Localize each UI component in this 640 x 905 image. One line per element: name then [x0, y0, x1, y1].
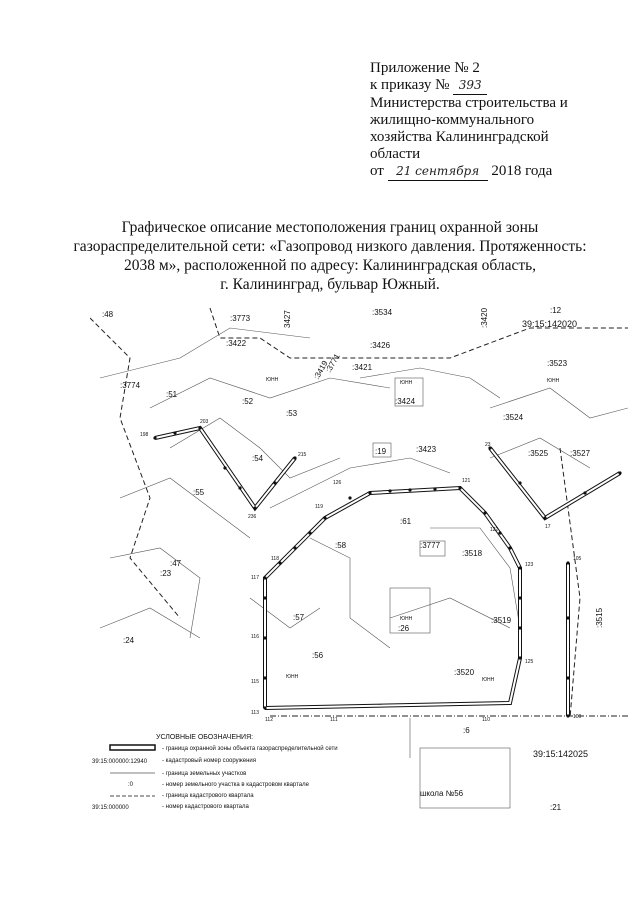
- gas-protection-zone: [155, 428, 620, 716]
- svg-text:126: 126: [333, 480, 342, 486]
- header-line-5: хозяйства Калининградской: [370, 129, 549, 145]
- svg-text:236: 236: [248, 514, 257, 520]
- parcel-label: :21: [550, 803, 562, 812]
- legend-item: - граница земельных участков: [162, 771, 247, 777]
- parcel-label: :58: [335, 541, 347, 550]
- svg-text:215: 215: [298, 452, 307, 458]
- parcel-label: :3515: [595, 607, 604, 628]
- parcel-label: :3420: [480, 307, 489, 328]
- legend-title: УСЛОВНЫЕ ОБОЗНАЧЕНИЯ:: [156, 734, 254, 741]
- block-label: ЮНН: [286, 674, 299, 680]
- svg-text:105: 105: [573, 556, 582, 562]
- header-date: [370, 163, 620, 181]
- parcel-label: :54: [252, 454, 264, 463]
- legend-item: - граница охранной зоны объекта газораспределительной сети: [162, 746, 338, 752]
- parcel-label: :12: [550, 306, 562, 315]
- parcel-label: :3523: [547, 359, 568, 368]
- quarter-code-bottom: 39:15:142025: [533, 749, 589, 759]
- svg-text:117: 117: [251, 575, 259, 581]
- parcel-label: :3773: [230, 314, 251, 323]
- order-header: [370, 60, 620, 181]
- title-line-2: газораспределительной сети: «Газопровод низкого давления. Протяженность:: [73, 238, 587, 255]
- header-line-4: жилищно-коммунального: [370, 112, 535, 128]
- title-line-3: 2038 м», расположенной по адресу: Калининградская область,: [123, 257, 537, 274]
- legend-sample: :0: [128, 782, 134, 788]
- parcel-label: :53: [286, 409, 298, 418]
- parcel-label: :61: [400, 517, 412, 526]
- parcel-label: :3527: [570, 449, 591, 458]
- parcel-label: :3777: [420, 541, 441, 550]
- parcel-label: :3534: [372, 308, 393, 317]
- parcel-label: :47: [170, 559, 182, 568]
- parcel-label: :3524: [503, 413, 524, 422]
- parcel-label: :23: [160, 569, 172, 578]
- block-label: ЮНН: [266, 377, 279, 383]
- svg-text:118: 118: [271, 556, 279, 562]
- block-label: ЮНН: [400, 380, 413, 386]
- legend-item: - номер земельного участка в кадастровом квартале: [162, 782, 309, 788]
- parcel-label: :3771: [323, 352, 342, 374]
- header-line-1: Приложение № 2: [370, 60, 480, 76]
- header-line-6: области: [370, 146, 421, 162]
- parcel-label: :3424: [395, 397, 416, 406]
- title-line-4: г. Калининград, бульвар Южный.: [220, 276, 440, 293]
- parcel-label: :3774: [120, 381, 141, 390]
- parcel-label: :26: [398, 624, 410, 633]
- svg-text:123: 123: [525, 562, 534, 568]
- svg-text:125: 125: [525, 659, 534, 665]
- map-drawing: [90, 298, 628, 903]
- svg-text:112: 112: [265, 717, 273, 723]
- parcel-label: :3525: [528, 449, 549, 458]
- block-label: ЮНН: [400, 616, 413, 622]
- svg-text:109: 109: [573, 714, 582, 720]
- svg-text:198: 198: [140, 432, 149, 438]
- svg-text:17: 17: [545, 524, 551, 530]
- block-label: ЮНН: [547, 378, 560, 384]
- svg-text:113: 113: [251, 710, 259, 716]
- parcel-label: :3422: [226, 339, 247, 348]
- parcel-label: :55: [193, 488, 205, 497]
- svg-text:119: 119: [315, 504, 323, 510]
- order-number: 393: [453, 77, 487, 95]
- parcel-label: :51: [166, 390, 178, 399]
- parcel-label: :3419: [311, 359, 330, 381]
- document-title: [70, 218, 590, 294]
- parcel-label: :3423: [416, 445, 437, 454]
- header-line-2: [370, 77, 620, 95]
- svg-text:116: 116: [251, 634, 259, 640]
- svg-text:122: 122: [490, 527, 499, 533]
- title-line-1: Графическое описание местоположения границ охранной зоны: [121, 219, 539, 236]
- parcel-label: :3421: [352, 363, 373, 372]
- svg-text:203: 203: [200, 419, 209, 425]
- header-line-3: Министерства строительства и: [370, 95, 568, 111]
- parcel-label: :56: [312, 651, 324, 660]
- legend-item: - номер кадастрового квартала: [162, 804, 249, 810]
- parcel-label: :3426: [370, 341, 391, 350]
- svg-text:23: 23: [485, 442, 491, 448]
- quarter-code-top: 39:15:142020: [522, 319, 578, 329]
- date-handwritten: 21 сентября: [388, 163, 488, 181]
- parcel-label: :6: [463, 726, 470, 735]
- parcel-label: 3427: [283, 310, 292, 328]
- parcel-label: :3520: [454, 668, 475, 677]
- parcel-label: :52: [242, 397, 254, 406]
- parcel-label: :19: [375, 447, 387, 456]
- svg-text:115: 115: [251, 679, 259, 685]
- legend-sample: 39:15:000000: [92, 805, 129, 811]
- cadastral-map: [90, 298, 628, 903]
- date-suffix: 2018 года: [491, 163, 553, 179]
- parcel-label: :3519: [491, 616, 512, 625]
- svg-text:111: 111: [330, 717, 338, 723]
- parcel-label: :57: [293, 613, 305, 622]
- quarter-boundary-top: [210, 308, 628, 358]
- date-prefix: от: [370, 163, 384, 179]
- legend-item: - граница кадастрового квартала: [162, 793, 254, 799]
- svg-text:110: 110: [482, 717, 490, 723]
- school-label: школа №56: [420, 789, 464, 798]
- block-labels: [266, 377, 560, 683]
- legend-item: - кадастровый номер сооружения: [162, 758, 256, 764]
- block-label: ЮНН: [482, 677, 495, 683]
- zone-vertices: [153, 426, 621, 717]
- order-label: к приказу №: [370, 77, 450, 93]
- legend: [90, 726, 350, 816]
- legend-sample: 39:15:000000:12940: [92, 759, 148, 765]
- parcel-label: :24: [123, 636, 135, 645]
- parcel-label: :3518: [462, 549, 483, 558]
- parcel-label: :48: [102, 310, 114, 319]
- svg-text:121: 121: [462, 478, 471, 484]
